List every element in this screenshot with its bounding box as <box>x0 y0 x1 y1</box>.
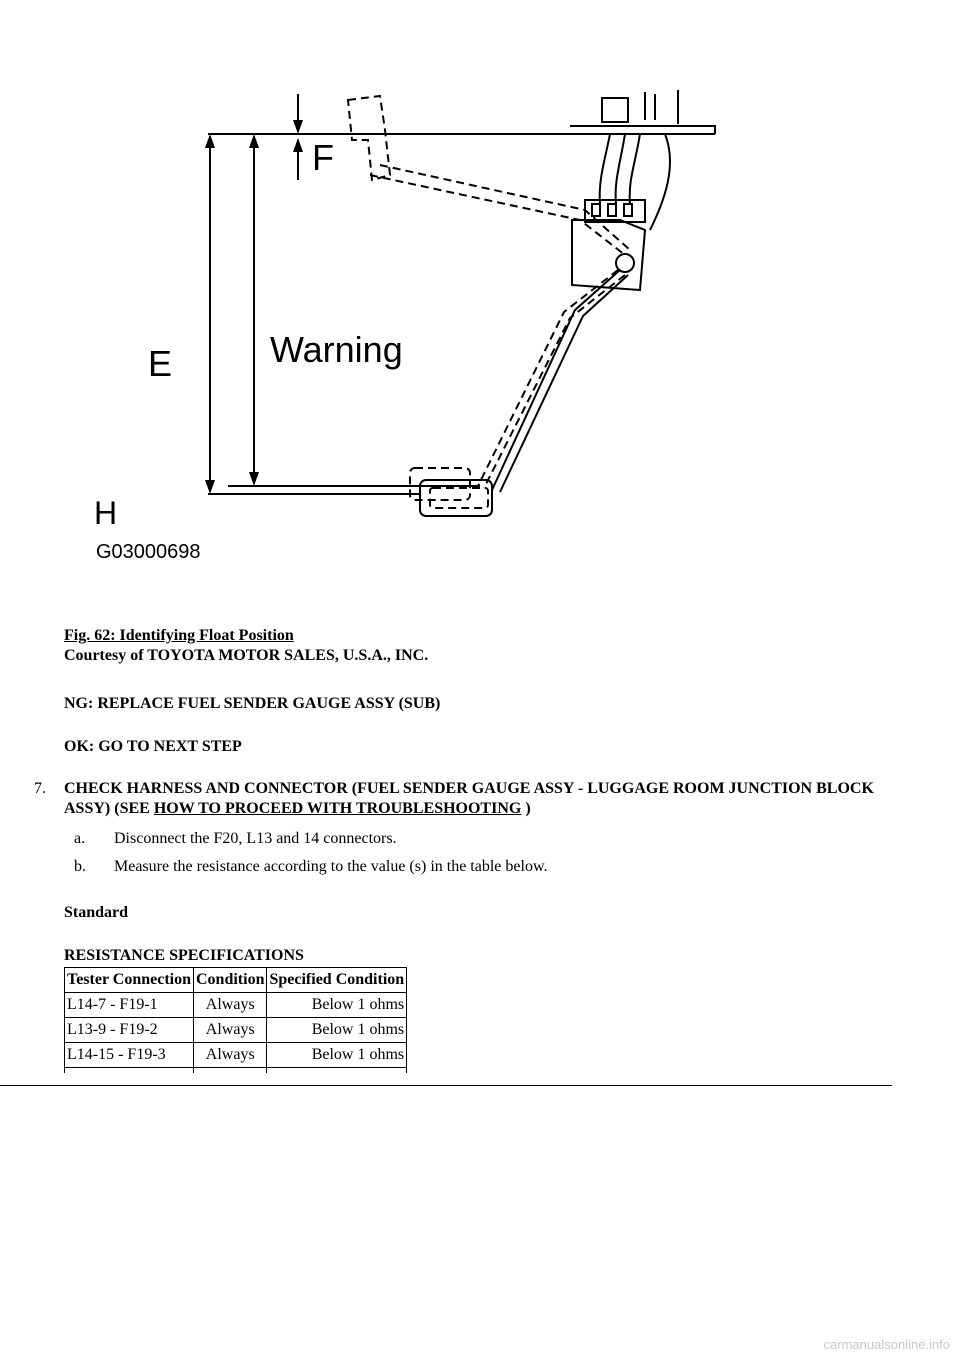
table-row: L14-7 - F19-1 Always Below 1 ohms <box>65 993 407 1018</box>
warning-label: Warning <box>270 329 403 370</box>
e-label: E <box>148 343 173 384</box>
fuel-sender-diagram <box>80 80 740 580</box>
figure-caption <box>64 626 428 666</box>
float-pivot <box>616 254 634 272</box>
ng-result: NG: REPLACE FUEL SENDER GAUGE ASSY (SUB) <box>64 695 441 712</box>
table-row: L13-9 - F19-2 Always Below 1 ohms <box>65 1018 407 1043</box>
table-row: L14-15 - F19-3 Always Below 1 ohms <box>65 1043 407 1068</box>
ok-result: OK: GO TO NEXT STEP <box>64 738 242 755</box>
figure-code: G03000698 <box>96 541 201 563</box>
float-arm-empty <box>492 270 620 490</box>
header-tester-connection: Tester Connection <box>65 968 194 993</box>
step-number: 7. <box>34 780 46 797</box>
header-specified-condition: Specified Condition <box>267 968 407 993</box>
float-full-dashed <box>348 96 390 180</box>
table-title: RESISTANCE SPECIFICATIONS <box>64 947 304 964</box>
substep-b: b. Measure the resistance according to the value (s) in the table below. <box>74 858 548 875</box>
f-label: F <box>312 137 334 178</box>
header-condition: Condition <box>194 968 267 993</box>
float-position-figure <box>80 80 740 580</box>
step-title: CHECK HARNESS AND CONNECTOR (FUEL SENDER GAUGE ASSY - LUGGAGE ROOM JUNCTION BLOCK ASSY) (SEE HOW TO PROCEED WITH TROUBLESHOOTING ) <box>64 780 874 817</box>
sender-connector <box>602 98 628 122</box>
sender-flange <box>570 126 715 134</box>
figure-courtesy: Courtesy of TOYOTA MOTOR SALES, U.S.A., INC. <box>64 647 429 664</box>
footer-watermark: carmanualsonline.info <box>823 1337 950 1352</box>
troubleshooting-link[interactable]: HOW TO PROCEED WITH TROUBLESHOOTING <box>153 800 522 817</box>
standard-label: Standard <box>64 904 129 921</box>
h-label: H <box>94 495 118 531</box>
table-header-row <box>65 968 407 993</box>
table-row-empty <box>65 1068 407 1074</box>
figure-title: Fig. 62: Identifying Float Position <box>64 627 294 644</box>
resistance-spec-table <box>64 967 407 1073</box>
page-divider <box>0 1085 892 1086</box>
float-arm-full-dashed <box>370 175 625 255</box>
substep-a: a. Disconnect the F20, L13 and 14 connectors. <box>74 830 397 847</box>
